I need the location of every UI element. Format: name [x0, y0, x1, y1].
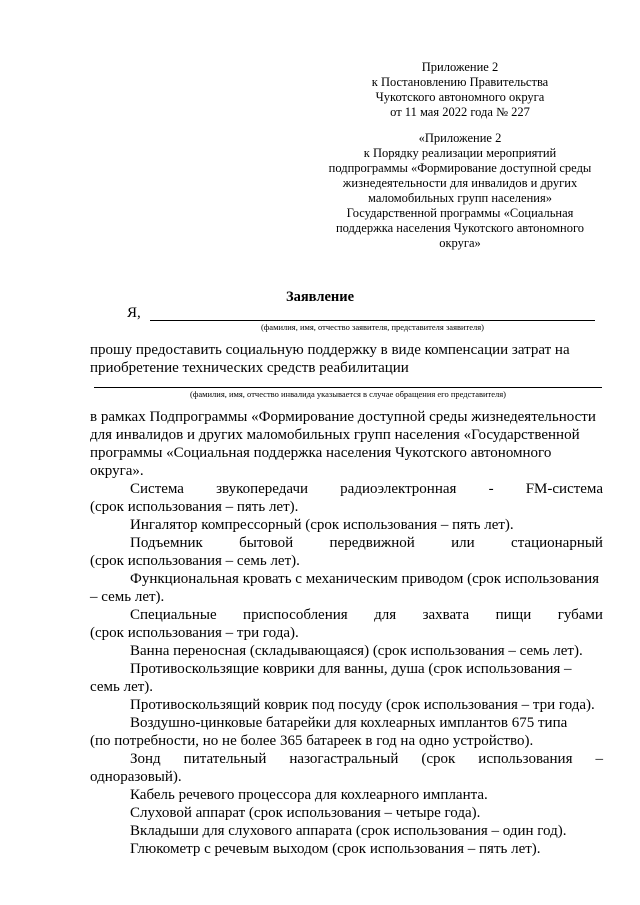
- list-item: Противоскользящий коврик под посуду (срок использования – три года).: [130, 697, 595, 713]
- word: передвижной: [329, 535, 415, 551]
- list-item-line: [90, 480, 603, 498]
- list-item-line: [90, 606, 603, 624]
- word: приспособления: [243, 607, 348, 623]
- annex-line: Государственной программы «Социальная: [346, 206, 574, 220]
- procedure-annex-header: [300, 131, 620, 251]
- list-item: Слуховой аппарат (срок использования – четыре года).: [130, 805, 481, 821]
- applicant-name-line[interactable]: [150, 320, 595, 321]
- list-item-line: (по потребности, но не более 365 батареек в год на одно устройство).: [90, 733, 534, 749]
- list-item: [90, 750, 603, 786]
- annex-line: маломобильных групп населения»: [368, 191, 552, 205]
- request-paragraph: [90, 341, 603, 377]
- list-item: Ванна переносная (складывающаяся) (срок использования – семь лет).: [130, 643, 583, 659]
- line-text: Противоскользящие коврики для ванны, душа (срок использования –: [130, 661, 572, 677]
- annex-line: подпрограммы «Формирование доступной среды: [328, 161, 592, 175]
- framework-line: для инвалидов и других маломобильных групп населения «Государственной: [90, 427, 580, 443]
- word: захвата: [422, 607, 470, 623]
- annex-line: к Порядку реализации мероприятий: [363, 146, 557, 160]
- list-item: [90, 660, 603, 696]
- framework-line: округа».: [90, 463, 144, 479]
- annex-line: округа»: [439, 236, 481, 250]
- applicant-prefix: Я,: [127, 305, 141, 321]
- list-item: [90, 534, 603, 570]
- framework-paragraph: [90, 408, 603, 480]
- list-item-line: (срок использования – семь лет).: [90, 553, 300, 569]
- list-item: Глюкометр с речевым выходом (срок использования – пять лет).: [130, 841, 541, 857]
- invalid-name-hint: (фамилия, имя, отчество инвалида указывается в случае обращения его представителя): [189, 389, 507, 399]
- annex-line: к Постановлению Правительства: [371, 75, 549, 89]
- list-item-line: (срок использования – три года).: [90, 625, 299, 641]
- word: радиоэлектронная: [340, 481, 457, 497]
- word: бытовой: [239, 535, 294, 551]
- word: Зонд: [130, 751, 161, 767]
- word: -: [488, 481, 494, 497]
- list-item: [90, 480, 603, 516]
- request-line: приобретение технических средств реабилитации: [90, 360, 409, 376]
- word: Подъемник: [130, 535, 203, 551]
- word: Специальные: [130, 607, 217, 623]
- word: губами: [557, 607, 603, 623]
- word: Система: [130, 481, 184, 497]
- word: –: [595, 751, 603, 767]
- word: (срок: [421, 751, 456, 767]
- annex-header: [300, 60, 620, 120]
- word: звукопередачи: [216, 481, 309, 497]
- word: пищи: [495, 607, 532, 623]
- word: FM-система: [525, 481, 603, 497]
- annex-line: «Приложение 2: [418, 131, 502, 145]
- framework-line: в рамках Подпрограммы «Формирование доступной среды жизнедеятельности: [90, 409, 596, 425]
- annex-line: поддержка населения Чукотского автономного: [335, 221, 585, 235]
- annex-line: от 11 мая 2022 года № 227: [390, 105, 530, 119]
- word: стационарный: [511, 535, 603, 551]
- list-item: [90, 570, 603, 606]
- request-line: прошу предоставить социальную поддержку в виде компенсации затрат на: [90, 342, 570, 358]
- framework-line: программы «Социальная поддержка населения Чукотского автономного: [90, 445, 552, 461]
- list-item-line: Функциональная кровать с механическим приводом (срок использования: [130, 571, 600, 587]
- list-item-line: [90, 534, 603, 552]
- annex-line: жизнедеятельности для инвалидов и других: [342, 176, 578, 190]
- list-item-line: семь лет).: [90, 679, 154, 695]
- list-item: Кабель речевого процессора для кохлеарного импланта.: [130, 787, 488, 803]
- applicant-name-hint: (фамилия, имя, отчество заявителя, представителя заявителя): [260, 322, 485, 332]
- invalid-name-line[interactable]: [94, 387, 602, 388]
- list-item: [90, 714, 603, 750]
- annex-line: Приложение 2: [421, 60, 499, 74]
- word: или: [451, 535, 475, 551]
- word: назогастральный: [289, 751, 399, 767]
- word: использования: [478, 751, 573, 767]
- list-item-line: [90, 750, 603, 768]
- annex-line: Чукотского автономного округа: [375, 90, 545, 104]
- list-item: [90, 606, 603, 642]
- list-item: Вкладыши для слухового аппарата (срок использования – один год).: [130, 823, 567, 839]
- list-item-line: Воздушно-цинковые батарейки для кохлеарных имплантов 675 типа: [130, 715, 568, 731]
- word: питательный: [183, 751, 267, 767]
- list-item: Ингалятор компрессорный (срок использования – пять лет).: [130, 517, 514, 533]
- list-item-line: [90, 660, 603, 678]
- list-item-line: – семь лет).: [90, 589, 165, 605]
- word: для: [374, 607, 397, 623]
- document-title: Заявление: [285, 289, 355, 305]
- list-item-line: одноразовый).: [90, 769, 182, 785]
- list-item-line: (срок использования – пять лет).: [90, 499, 299, 515]
